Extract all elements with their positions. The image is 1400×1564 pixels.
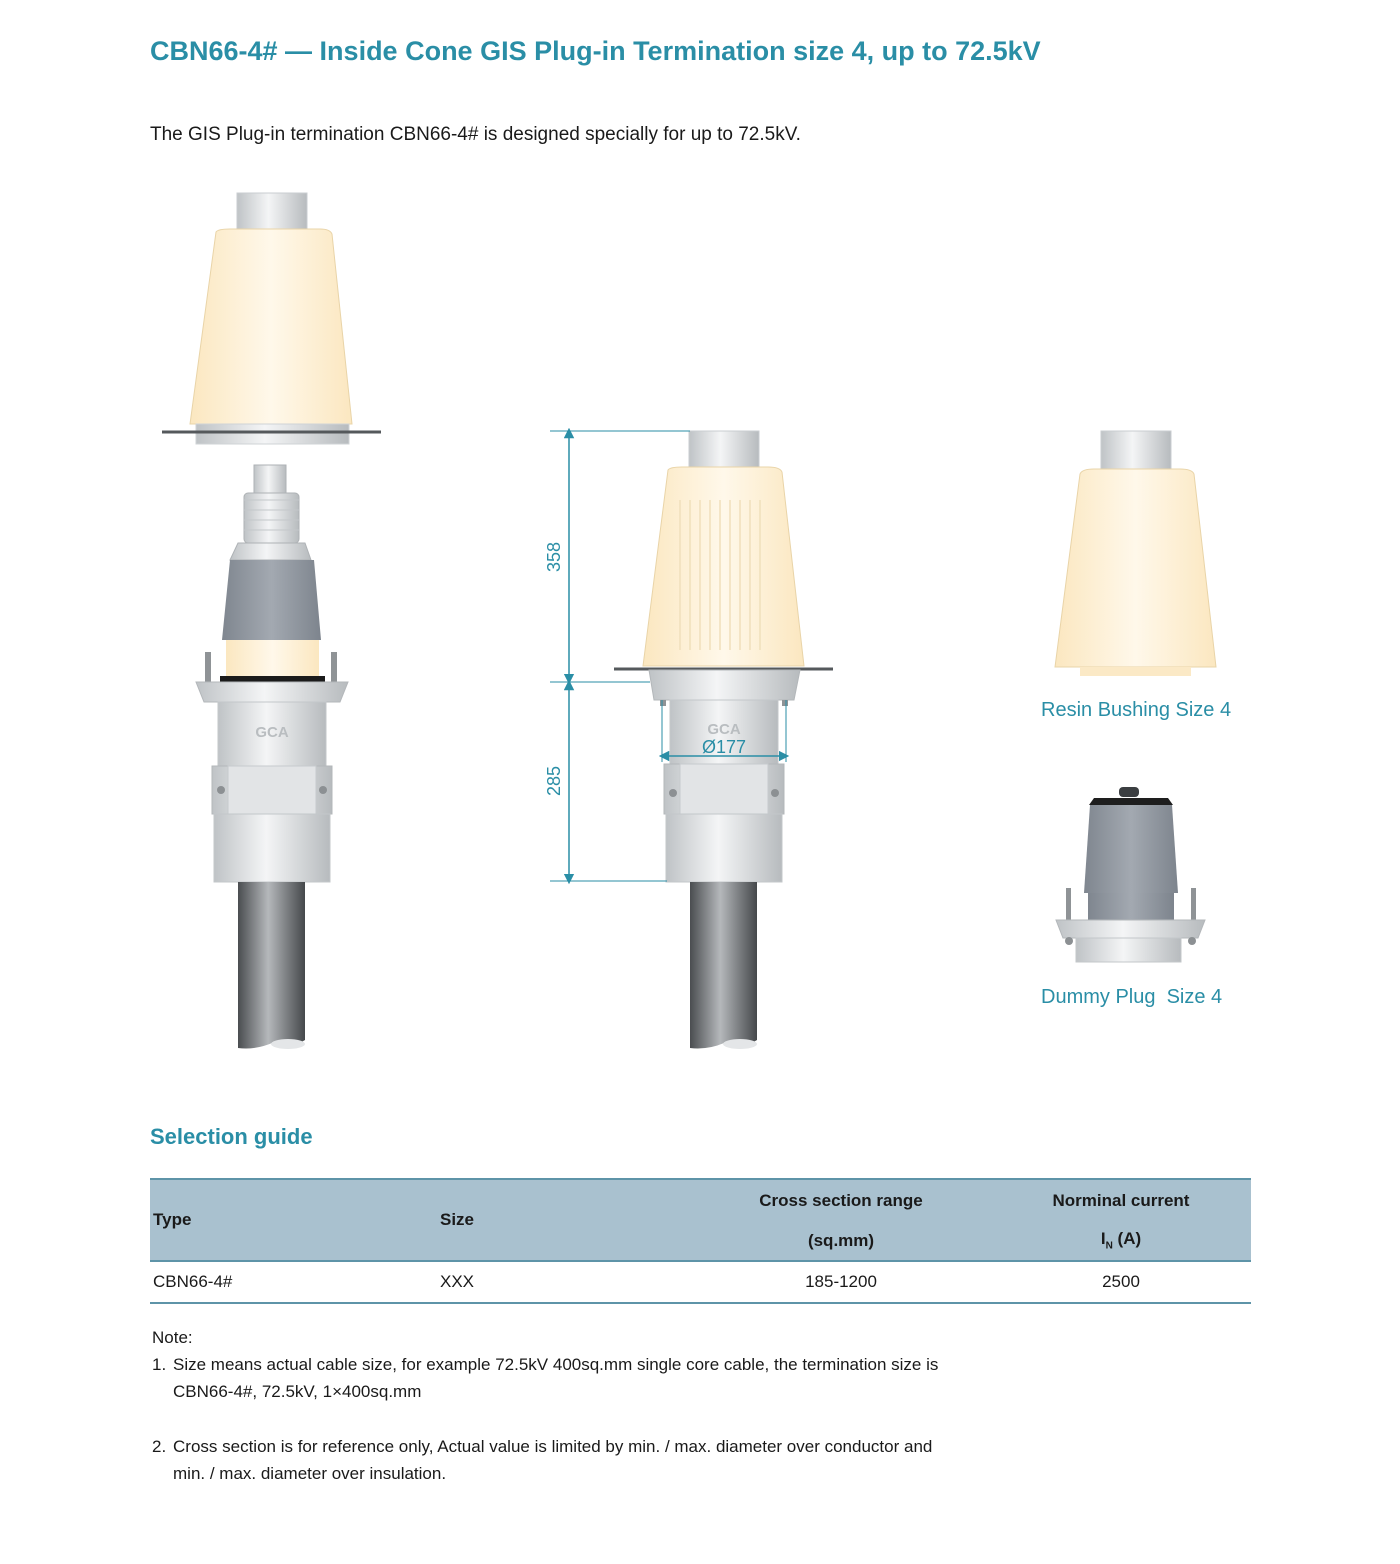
cell-size: XXX xyxy=(439,1261,691,1303)
selection-table xyxy=(150,1178,1251,1304)
gca-logo: GCA xyxy=(255,724,289,741)
page-title: CBN66-4# — Inside Cone GIS Plug-in Termination size 4, up to 72.5kV xyxy=(150,36,1041,66)
header-current-unit xyxy=(991,1221,1251,1261)
header-size: Size xyxy=(439,1179,691,1261)
note-line: Cross section is for reference only, Actual value is limited by min. / max. diameter over conductor and xyxy=(173,1437,933,1456)
dimension-285: 285 xyxy=(544,765,564,797)
note-number: 1. xyxy=(152,1355,167,1374)
table-row xyxy=(150,1261,1251,1303)
current-subscript: N xyxy=(1105,1240,1113,1252)
dimension-diameter: Ø177 xyxy=(701,737,747,757)
current-unit: (A) xyxy=(1112,1229,1142,1249)
product-illustration xyxy=(0,180,1400,1080)
exploded-plug-in-termination xyxy=(196,465,348,1049)
gca-logo-assembled: GCA xyxy=(707,721,741,738)
exploded-resin-bushing xyxy=(162,193,381,444)
caption-dummy-plug: Dummy Plug Size 4 xyxy=(1041,986,1223,1008)
header-cross-section-unit: (sq.mm) xyxy=(691,1221,991,1261)
note-line: Size means actual cable size, for example 72.5kV 400sq.mm single core cable, the termination size is xyxy=(173,1355,939,1374)
intro-text: The GIS Plug-in termination CBN66-4# is designed specially for up to 72.5kV. xyxy=(150,124,801,145)
note-line: CBN66-4#, 72.5kV, 1×400sq.mm xyxy=(173,1382,422,1401)
note-number: 2. xyxy=(152,1437,167,1456)
dimension-358: 358 xyxy=(544,541,564,573)
cell-cross-section: 185-1200 xyxy=(691,1261,991,1303)
note-item xyxy=(152,1351,1052,1405)
cell-type: CBN66-4# xyxy=(150,1261,439,1303)
note-item xyxy=(152,1433,1052,1487)
header-current: Norminal current xyxy=(991,1179,1251,1221)
notes xyxy=(152,1324,1052,1487)
header-cross-section: Cross section range xyxy=(691,1179,991,1221)
note-line: min. / max. diameter over insulation. xyxy=(173,1464,447,1483)
cell-current: 2500 xyxy=(991,1261,1251,1303)
resin-bushing-drawing xyxy=(1055,431,1216,676)
current-symbol: I xyxy=(1100,1229,1106,1249)
header-type: Type xyxy=(150,1179,439,1261)
dummy-plug-drawing xyxy=(1056,787,1205,962)
selection-guide-heading: Selection guide xyxy=(150,1124,313,1149)
note-label: Note: xyxy=(152,1328,193,1347)
caption-resin-bushing: Resin Bushing Size 4 xyxy=(1041,699,1232,721)
